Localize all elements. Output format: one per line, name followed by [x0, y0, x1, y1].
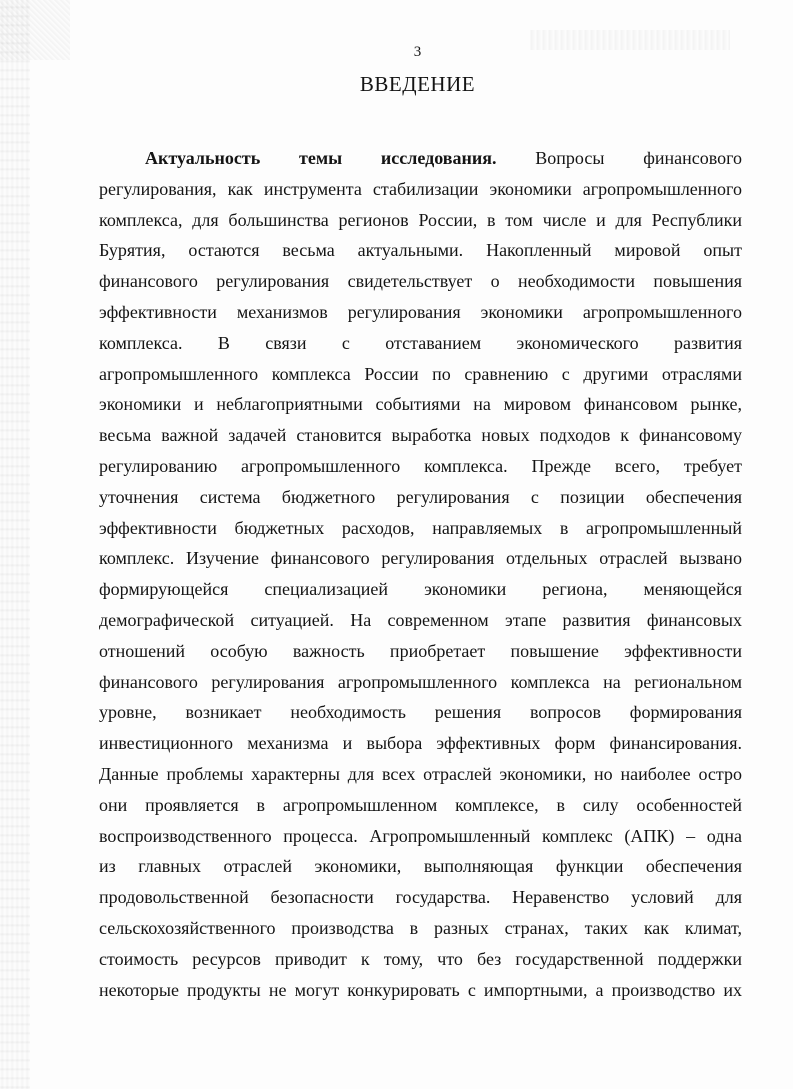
paragraph-line: регулирования, как инструмента стабилизации экономики агропромышленного — [99, 178, 742, 199]
paragraph-line: инвестиционного механизма и выбора эффективных форм финансирования. — [99, 733, 742, 754]
lead-word: Актуальность — [145, 148, 261, 168]
paragraph-line: комплекса. В связи с отставанием экономического развития — [99, 332, 742, 353]
paragraph-line: отношений особую важность приобретает повышение эффективности — [99, 640, 742, 661]
paragraph-line: формирующейся специализацией экономики региона, меняющейся — [99, 579, 742, 600]
paragraph-line: продовольственной безопасности государства. Неравенство условий для — [99, 887, 742, 908]
paragraph-line: комплекса, для большинства регионов России, в том числе и для Республики — [99, 209, 742, 230]
paragraph-line: экономики и неблагоприятными событиями на мировом финансовом рынке, — [99, 394, 742, 415]
body-paragraph — [99, 143, 742, 1005]
paragraph-line: уточнения система бюджетного регулирования с позиции обеспечения — [99, 486, 742, 507]
paragraph-line: демографической ситуацией. На современном этапе развития финансовых — [99, 609, 742, 630]
paragraph-line: весьма важной задачей становится выработка новых подходов к финансовому — [99, 425, 742, 446]
lead-word: исследования. — [380, 148, 497, 168]
paragraph-line: воспроизводственного процесса. Агропромышленный комплекс (АПК) – одна — [99, 825, 742, 846]
paragraph-line: стоимость ресурсов приводит к тому, что без государственной поддержки — [99, 948, 742, 969]
paragraph-line: комплекс. Изучение финансового регулирования отдельных отраслей вызвано — [99, 548, 742, 569]
paragraph-line: уровне, возникает необходимость решения вопросов формирования — [99, 702, 742, 723]
page-number: 3 — [413, 44, 422, 60]
line-word: финансового — [643, 148, 742, 168]
paragraph-line: Данные проблемы характерны для всех отраслей экономики, но наиболее остро — [99, 763, 742, 784]
page-title: ВВЕДЕНИЕ — [359, 72, 476, 96]
lead-word: темы — [299, 148, 343, 168]
paragraph-line: финансового регулирования агропромышленного комплекса на региональном — [99, 671, 742, 692]
paragraph-line: финансового регулирования свидетельствует о необходимости повышения — [99, 271, 742, 292]
paragraph-line: некоторые продукты не могут конкурировать с импортными, а производство их — [99, 979, 742, 1000]
paragraph-line: Бурятия, остаются весьма актуальными. Накопленный мировой опыт — [99, 240, 742, 261]
scan-noise-left — [0, 0, 30, 1089]
paragraph-line: эффективности механизмов регулирования экономики агропромышленного — [99, 301, 742, 322]
paragraph-line: сельскохозяйственного производства в разных странах, таких как климат, — [99, 917, 742, 938]
paragraph-line: эффективности бюджетных расходов, направляемых в агропромышленный — [99, 517, 742, 538]
paragraph-line: из главных отраслей экономики, выполняющая функции обеспечения — [99, 856, 742, 877]
paragraph-line: они проявляется в агропромышленном комплексе, в силу особенностей — [99, 794, 742, 815]
line-word: Вопросы — [535, 148, 605, 168]
paragraph-line-first — [99, 143, 742, 174]
paragraph-line: агропромышленного комплекса России по сравнению с другими отраслями — [99, 363, 742, 384]
paragraph-line: регулированию агропромышленного комплекса. Прежде всего, требует — [99, 455, 742, 476]
